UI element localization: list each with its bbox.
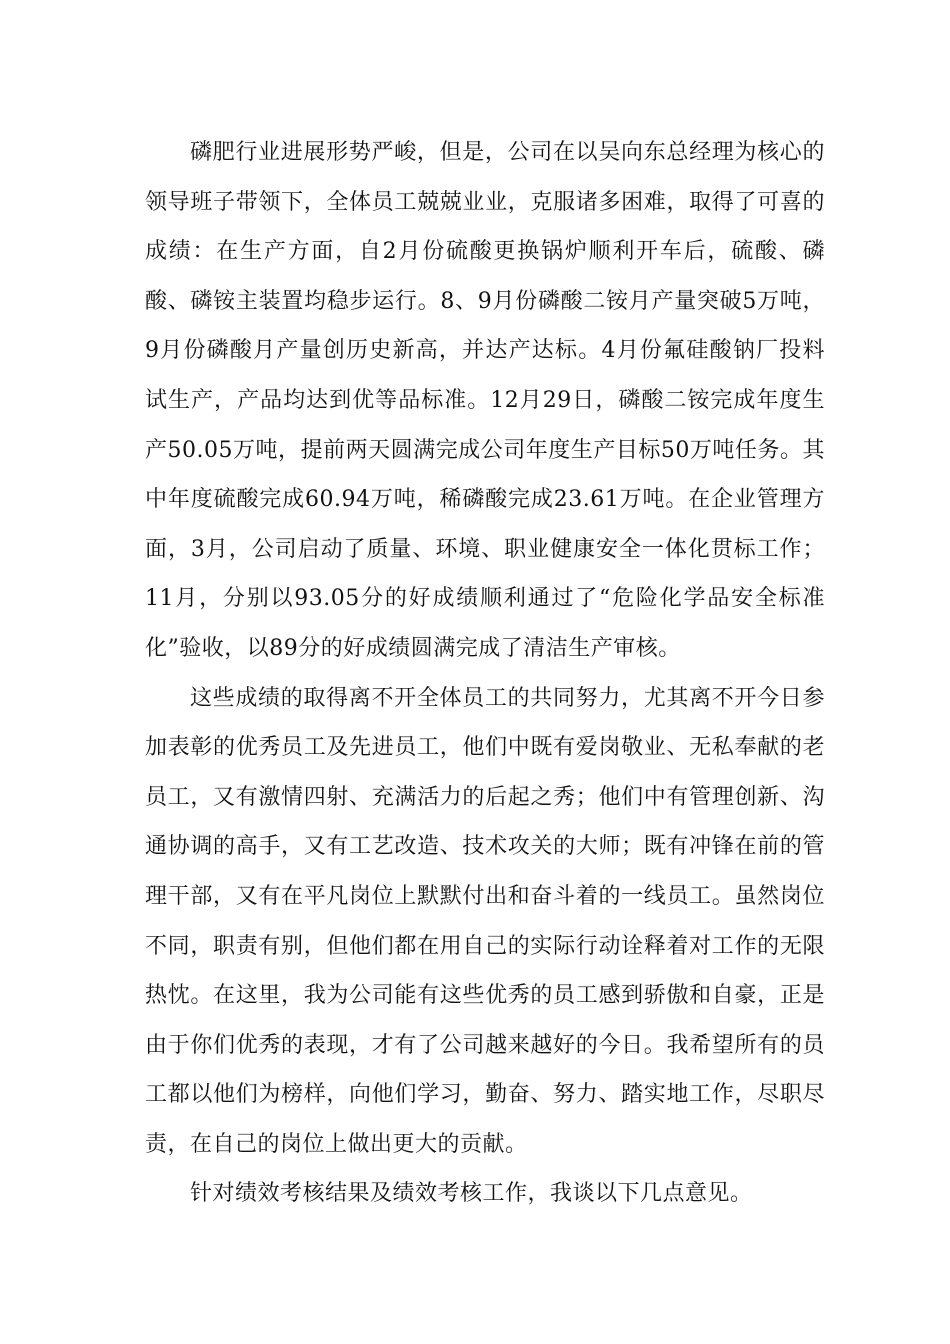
paragraph-production-achievements: 磷肥行业进展形势严峻，但是，公司在以吴向东总经理为核心的领导班子带领下，全体员工兢兢业业，克服诸多困难，取得了可喜的成绩：在生产方面，自2月份硫酸更换锅炉顺利开车后，硫酸、磷酸、磷铵主装置均稳步运行。8、9月份磷酸二铵月产量突破5万吨，9月份磷酸月产量创历史新高，并达产达标。4月份氟硅酸钠厂投料试生产，产品均达到优等品标准。12月29日，磷酸二铵完成年度生产50.05万吨，提前两天圆满完成公司年度生产目标50万吨任务。其中年度硫酸完成60.94万吨，稀磷酸完成23.61万吨。在企业管理方面，3月，公司启动了质量、环境、职业健康安全一体化贯标工作；11月，分别以93.05分的好成绩顺利通过了“危险化学品安全标准化”验收，以89分的好成绩圆满完成了清洁生产审核。: [145, 140, 825, 661]
paragraph-performance-review-intro: 针对绩效考核结果及绩效考核工作，我谈以下几点意见。: [190, 1181, 753, 1207]
paragraph-employee-recognition: 这些成绩的取得离不开全体员工的共同努力，尤其离不开今日参加表彰的优秀员工及先进员工，他们中既有爱岗敬业、无私奉献的老员工，又有激情四射、充满活力的后起之秀；他们中有管理创新、沟通协调的高手，又有工艺改造、技术攻关的大师；既有冲锋在前的管理干部，又有在平凡岗位上默默付出和奋斗着的一线员工。虽然岗位不同，职责有别，但他们都在用自己的实际行动诠释着对工作的无限热忱。在这里，我为公司能有这些优秀的员工感到骄傲和自豪，正是由于你们优秀的表现，才有了公司越来越好的今日。我希望所有的员工都以他们为榜样，向他们学习，勤奋、努力、踏实地工作，尽职尽责，在自己的岗位上做出更大的贡献。: [145, 685, 825, 1157]
document-body: [145, 128, 825, 1219]
